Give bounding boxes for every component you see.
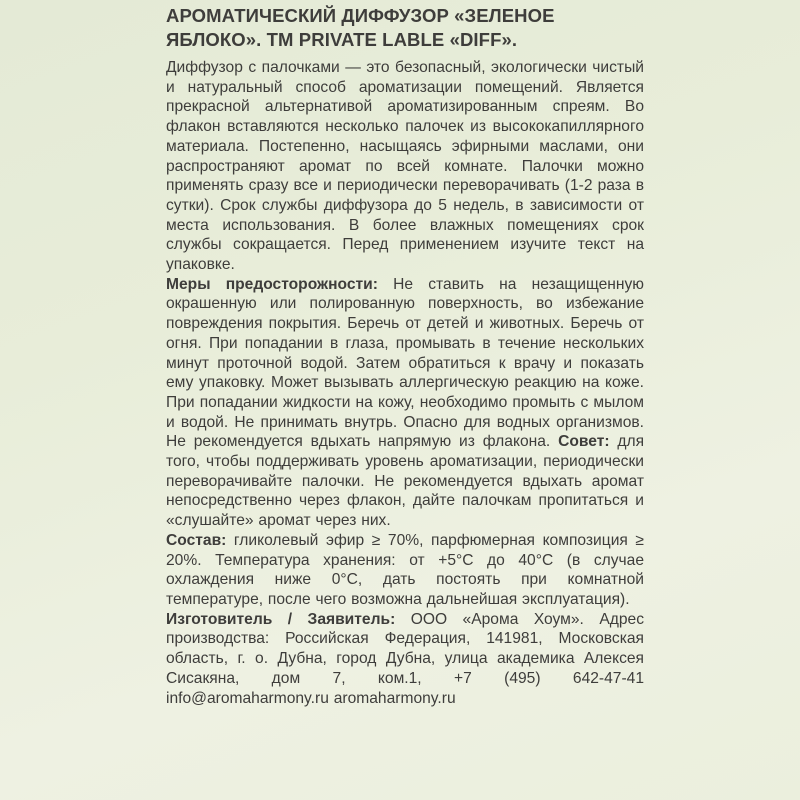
precautions-text: Не ставить на незащищенную окрашенную или полированную поверхность, во избежание повреждения покрытия. Беречь от детей и животных. Беречь от огня. При попадании в глаза, промывать в течение нескольких минут проточной водой. Затем обратиться к врачу и показать ему упаковку. Может вызывать аллергическую реакцию на коже. При попадании жидкости на кожу, необходимо промыть с мылом и водой. Не принимать внутрь. Опасно для водных организмов. Не рекомендуется вдыхать напрямую из флакона.: [166, 275, 644, 451]
composition-section: [166, 531, 644, 610]
manufacturer-section: [166, 610, 644, 709]
manufacturer-text: ООО «Арома Хоум». Адрес производства: Российская Федерация, 141981, Московская область, г. о. Дубна, город Дубна, улица академика Алексея Сисакяна, дом 7, ком.1, +7 (495) 642-47-41 info@aromaharmony.ru aromaharmony.ru: [166, 610, 644, 707]
product-description: Диффузор с палочками — это безопасный, экологически чистый и натуральный способ ароматизации помещений. Является прекрасной альтернативой ароматизированным спреям. Во флакон вставляются несколько палочек из высококапиллярного материала. Постепенно, насыщаясь эфирными маслами, они распространяют аромат по всей комнате. Палочки можно применять сразу все и периодически переворачивать (1-2 раза в сутки). Срок службы диффузора до 5 недель, в зависимости от места использования. В более влажных помещениях срок службы сокращается. Перед применением изучите текст на упаковке.: [166, 59, 644, 274]
composition-text: гликолевый эфир ≥ 70%, парфюмерная композиция ≥ 20%. Температура хранения: от +5°С до 40°С (в случае охлаждения ниже 0°С, дать постоять при комнатной температуре, после чего возможна дальнейшая эксплуатация).: [166, 531, 644, 608]
precautions-section: [166, 275, 644, 531]
composition-label: Состав:: [166, 531, 227, 549]
precautions-label: Меры предосторожности:: [166, 275, 378, 293]
product-title: АРОМАТИЧЕСКИЙ ДИФФУЗОР «ЗЕЛЕНОЕ ЯБЛОКО». ТМ PRIVATE LABLE «DIFF».: [166, 5, 555, 50]
product-label: [166, 4, 644, 708]
advice-text: для того, чтобы поддерживать уровень ароматизации, периодически переворачивайте палочки. Не рекомендуется вдыхать аромат непосредственно через флакон, дайте палочкам пропитаться и «слушайте» аромат через них.: [166, 433, 645, 530]
advice-label: Совет:: [550, 433, 610, 451]
manufacturer-label: Изготовитель / Заявитель:: [166, 610, 396, 628]
